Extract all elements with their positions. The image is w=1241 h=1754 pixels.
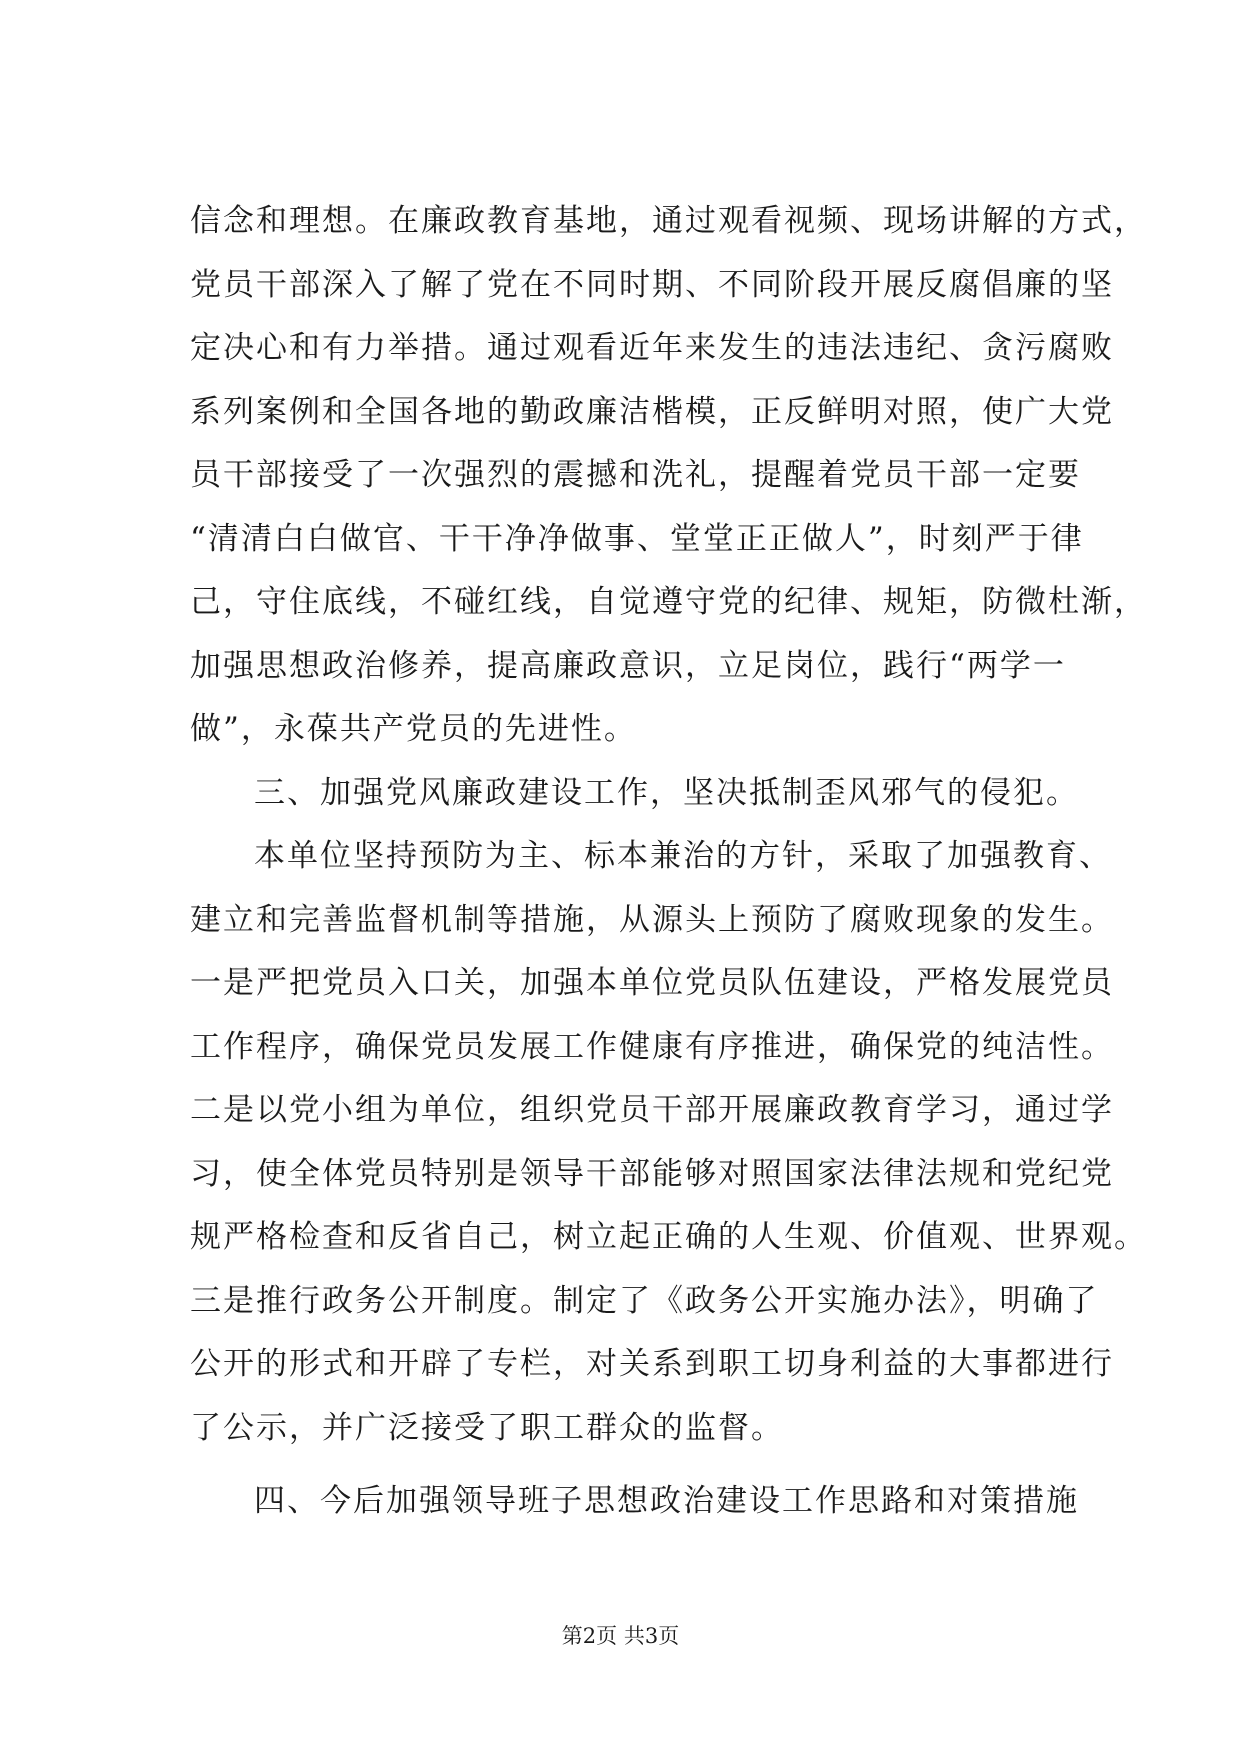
text-line: “清清白白做官、干干净净做事、堂堂正正做人”，时刻严于律 (190, 520, 1084, 557)
document-body (190, 190, 1147, 1534)
text-line: 规严格检查和反省自己，树立起正确的人生观、价值观、世界观。 (190, 1219, 1147, 1255)
text-line: 公开的形式和开辟了专栏，对关系到职工切身利益的大事都进行 (190, 1346, 1114, 1382)
heading-text: 四、今后加强领导班子思想政治建设工作思路和对策措施 (254, 1483, 1079, 1519)
page-number: 第2页 共3页 (561, 1624, 680, 1648)
text-line: 己，守住底线，不碰红线，自觉遵守党的纪律、规矩，防微杜渐， (190, 584, 1147, 620)
text-line: 三是推行政务公开制度。制定了《政务公开实施办法》，明确了 (190, 1282, 1099, 1319)
page-footer (0, 1620, 1241, 1650)
text-line: 习，使全体党员特别是领导干部能够对照国家法律法规和党纪党 (190, 1155, 1114, 1192)
section-heading-4 (190, 1470, 1079, 1534)
text-line: 加强思想政治修养，提高廉政意识，立足岗位，践行“两学一 (190, 647, 1066, 684)
paragraph-section-3 (190, 825, 1147, 1460)
text-line: 工作程序，确保党员发展工作健康有序推进，确保党的纯洁性。 (190, 1028, 1114, 1065)
text-line: 一是严把党员入口关，加强本单位党员队伍建设，严格发展党员 (190, 965, 1114, 1001)
text-line: 信念和理想。在廉政教育基地，通过观看视频、现场讲解的方式， (190, 203, 1147, 239)
heading-text: 三、加强党风廉政建设工作，坚决抵制歪风邪气的侵犯。 (254, 774, 1079, 811)
text-line: 员干部接受了一次强烈的震撼和洗礼，提醒着党员干部一定要 (190, 457, 1081, 493)
text-line: 做”，永葆共产党员的先进性。 (190, 711, 637, 747)
text-line: 本单位坚持预防为主、标本兼治的方针，采取了加强教育、 (254, 838, 1112, 874)
paragraph-continued (190, 190, 1147, 762)
text-line: 了公示，并广泛接受了职工群众的监督。 (190, 1409, 784, 1446)
section-heading-3 (190, 762, 1079, 826)
text-line: 党员干部深入了解了党在不同时期、不同阶段开展反腐倡廉的坚 (190, 266, 1114, 303)
text-line: 建立和完善监督机制等措施，从源头上预防了腐败现象的发生。 (190, 901, 1114, 938)
text-line: 定决心和有力举措。通过观看近年来发生的违法违纪、贪污腐败 (190, 330, 1114, 366)
text-line: 系列案例和全国各地的勤政廉洁楷模，正反鲜明对照，使广大党 (190, 393, 1114, 430)
text-line: 二是以党小组为单位，组织党员干部开展廉政教育学习，通过学 (190, 1092, 1114, 1128)
